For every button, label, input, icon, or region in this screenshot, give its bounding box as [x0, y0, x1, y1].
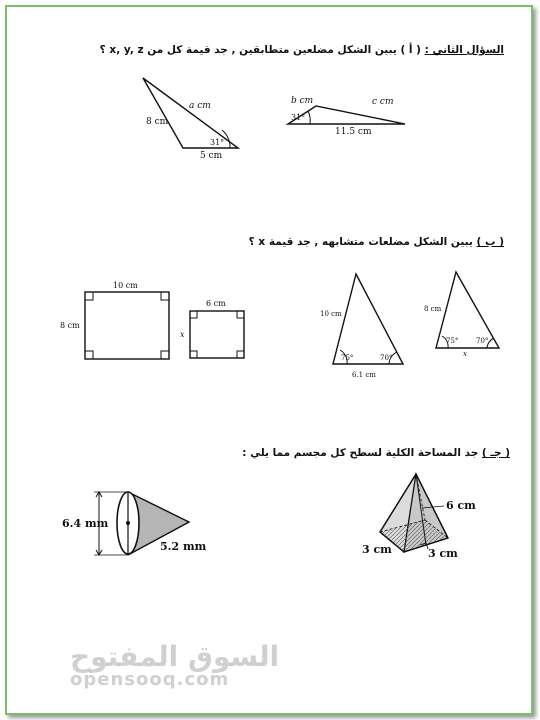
- tri-a1-side2: a cm: [189, 101, 211, 111]
- tri-b-large-angle-right: 70°: [380, 354, 393, 362]
- tri-b-small-base: x: [463, 350, 467, 358]
- tri-a1-angle: 31°: [210, 138, 225, 147]
- rect-b-small-width: 6 cm: [206, 299, 226, 308]
- tri-a2-side1: b cm: [291, 96, 314, 106]
- pyramid-slant: 6 cm: [446, 499, 476, 512]
- tri-b-small-angle-right: 70°: [476, 337, 489, 345]
- cone-diameter: 6.4 mm: [62, 517, 109, 530]
- tri-b-large-side: 10 cm: [320, 310, 342, 318]
- triangle-b-small: [424, 272, 499, 358]
- pyramid-solid: [362, 474, 476, 560]
- tri-b-large-base: 6.1 cm: [352, 371, 376, 379]
- tri-a1-side1: 8 cm: [146, 117, 169, 127]
- part-a-text: ( أ ) يبين الشكل مضلعين متطابقين , جد قيمة كل من x, y, z ؟: [99, 44, 421, 56]
- tri-a1-base: 5 cm: [200, 151, 223, 161]
- part-c-text: جد المساحة الكلية لسطح كل مجسم مما يلي :: [242, 447, 479, 459]
- rectangle-b-small: [180, 299, 244, 358]
- pyramid-base2: 3 cm: [428, 547, 458, 560]
- part-b-label: ( ب ): [476, 236, 504, 248]
- part-b-text: يبين الشكل مضلعات متشابهه , جد قيمة x ؟: [248, 236, 473, 248]
- rect-b-large-height: 8 cm: [60, 321, 80, 330]
- rect-b-small-height: x: [180, 330, 185, 339]
- question-title: السؤال الثاني :: [424, 44, 504, 56]
- triangle-b-large: [320, 274, 403, 379]
- tri-b-large-angle-left: 75°: [341, 354, 354, 362]
- tri-a2-base: 11.5 cm: [335, 127, 372, 137]
- tri-b-small-side: 8 cm: [424, 305, 442, 313]
- tri-b-small-angle-left: 75°: [446, 337, 459, 345]
- cone-slant: 5.2 mm: [160, 540, 207, 553]
- pyramid-base1: 3 cm: [362, 543, 392, 556]
- cone-solid: [62, 492, 207, 555]
- part-c-label: ( جـ ): [481, 447, 510, 459]
- triangle-a1: [143, 78, 238, 161]
- watermark-latin: opensooq.com: [70, 669, 230, 690]
- rect-b-large-width: 10 cm: [113, 281, 138, 290]
- watermark-arabic: السوق المفتوح: [70, 640, 280, 673]
- tri-a2-side2: c cm: [372, 97, 394, 107]
- rectangle-b-large: [60, 281, 169, 359]
- triangle-a2: [288, 96, 405, 137]
- tri-a2-angle: 31°: [291, 113, 306, 122]
- watermark: [70, 640, 279, 690]
